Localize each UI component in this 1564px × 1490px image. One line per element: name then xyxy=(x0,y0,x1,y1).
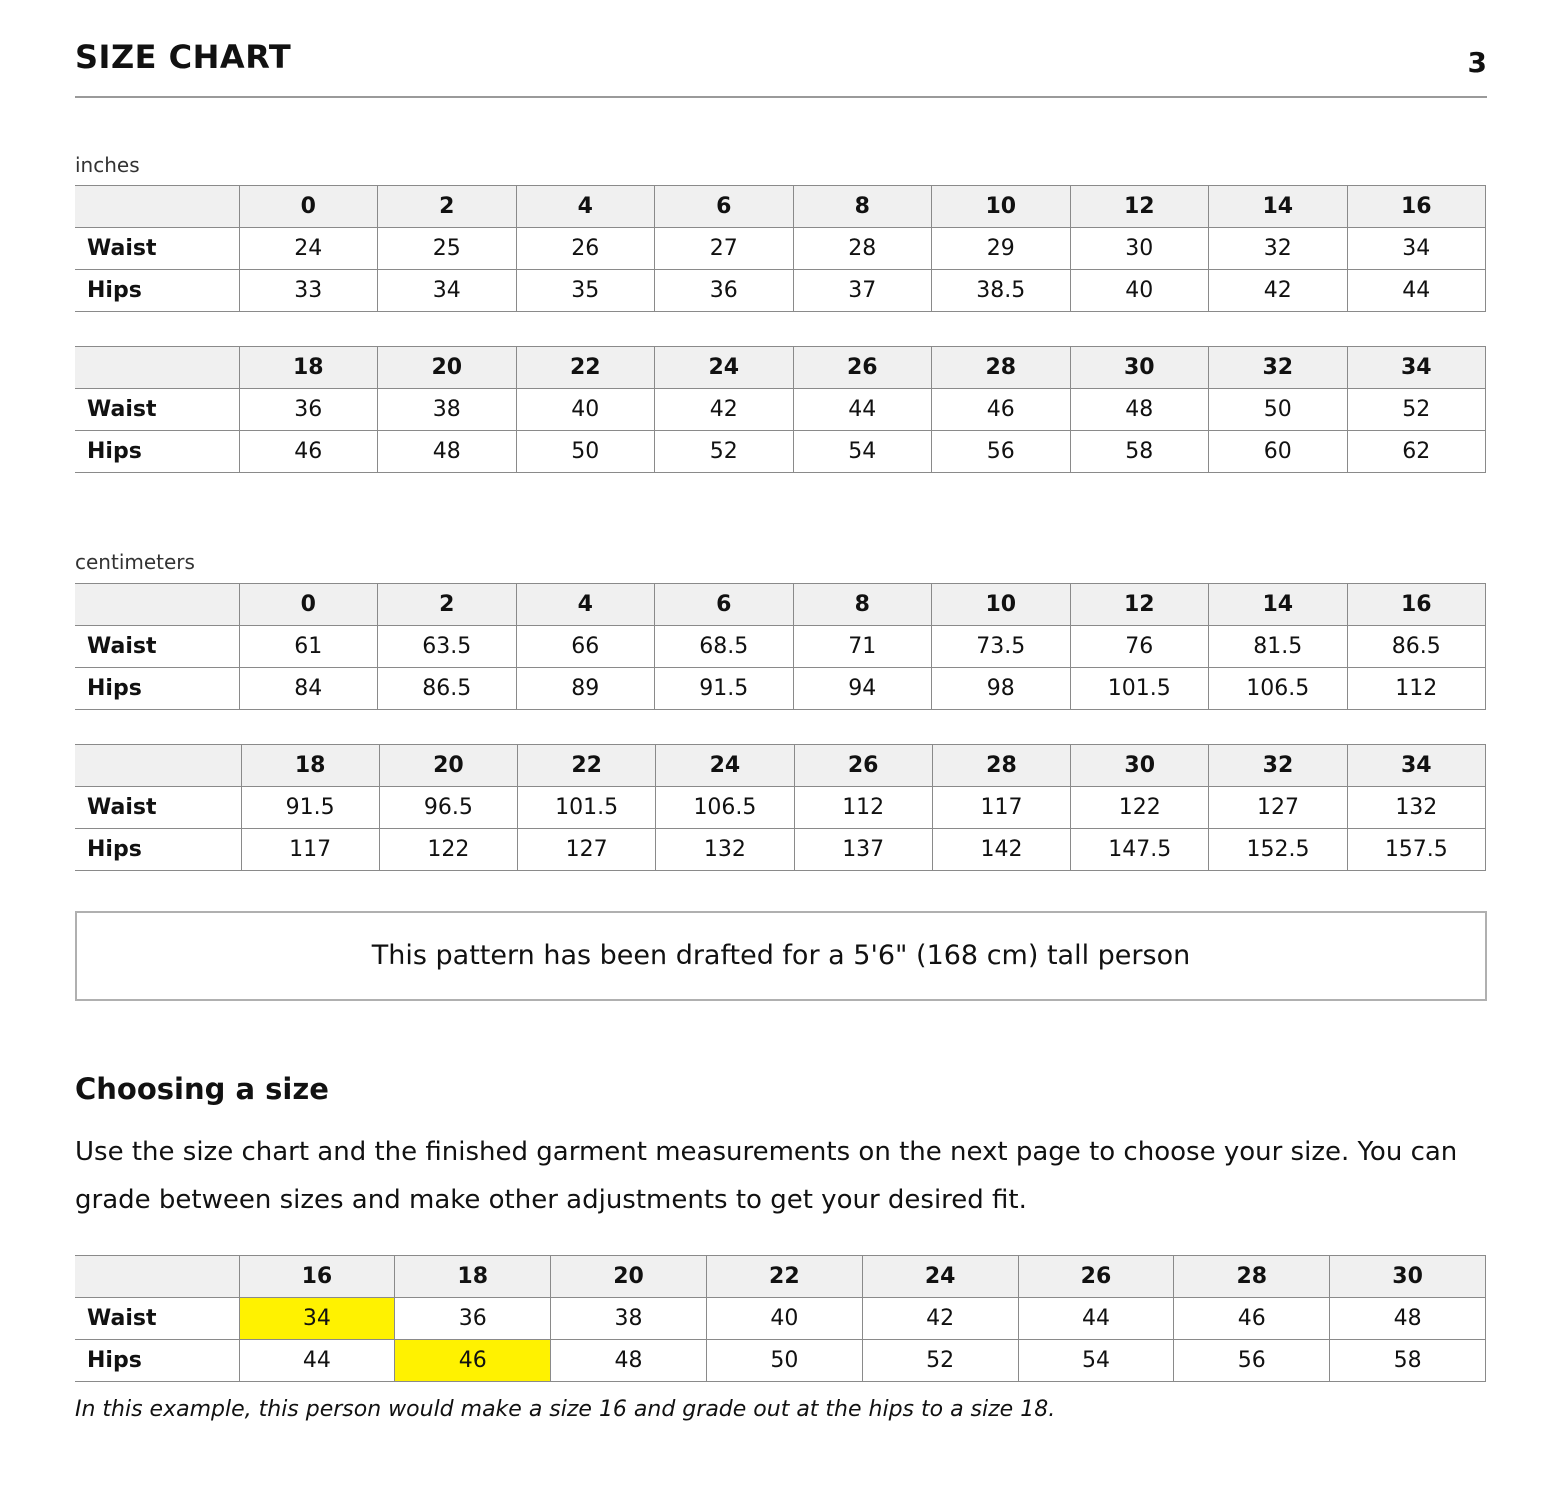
row-label: Waist xyxy=(75,787,241,829)
size-header: 20 xyxy=(378,347,517,389)
measurement-cell: 127 xyxy=(1209,787,1347,829)
measurement-cell: 84 xyxy=(239,668,378,710)
measurement-cell: 89 xyxy=(516,668,655,710)
size-header: 16 xyxy=(1347,584,1486,626)
size-header: 26 xyxy=(793,347,932,389)
measurement-cell: 44 xyxy=(793,389,932,431)
measurement-cell: 46 xyxy=(1174,1298,1330,1340)
waist-row xyxy=(75,228,1486,270)
size-header: 34 xyxy=(1347,347,1486,389)
measurement-cell: 106.5 xyxy=(656,787,794,829)
measurement-cell: 44 xyxy=(1018,1298,1174,1340)
measurement-cell: 48 xyxy=(1070,389,1209,431)
size-header: 18 xyxy=(395,1256,551,1298)
corner-cell xyxy=(75,745,241,787)
measurement-cell: 117 xyxy=(932,787,1070,829)
measurement-cell: 38 xyxy=(551,1298,707,1340)
measurement-cell: 44 xyxy=(239,1340,395,1382)
size-header: 30 xyxy=(1330,1256,1486,1298)
row-label: Hips xyxy=(75,829,241,871)
size-header: 12 xyxy=(1070,186,1209,228)
measurement-cell: 50 xyxy=(516,431,655,473)
measurement-cell: 27 xyxy=(655,228,794,270)
measurement-cell: 26 xyxy=(516,228,655,270)
size-header: 28 xyxy=(1174,1256,1330,1298)
measurement-cell: 33 xyxy=(239,270,378,312)
measurement-cell: 91.5 xyxy=(241,787,379,829)
size-header: 6 xyxy=(655,584,794,626)
size-header: 16 xyxy=(1347,186,1486,228)
inches-size-table-1 xyxy=(75,185,1486,312)
measurement-cell: 37 xyxy=(793,270,932,312)
measurement-cell: 91.5 xyxy=(655,668,794,710)
measurement-cell: 42 xyxy=(1209,270,1348,312)
measurement-cell: 38 xyxy=(378,389,517,431)
measurement-cell: 94 xyxy=(793,668,932,710)
corner-cell xyxy=(75,186,239,228)
inches-label: inches xyxy=(75,153,140,177)
measurement-cell: 66 xyxy=(516,626,655,668)
measurement-cell: 112 xyxy=(794,787,932,829)
measurement-cell: 54 xyxy=(793,431,932,473)
size-header: 6 xyxy=(655,186,794,228)
centimeters-label: centimeters xyxy=(75,550,195,574)
size-header: 12 xyxy=(1070,584,1209,626)
measurement-cell: 132 xyxy=(1347,787,1485,829)
measurement-cell: 46 xyxy=(239,431,378,473)
measurement-cell: 112 xyxy=(1347,668,1486,710)
measurement-cell: 101.5 xyxy=(518,787,656,829)
measurement-cell: 52 xyxy=(862,1340,1018,1382)
measurement-cell: 71 xyxy=(793,626,932,668)
size-header: 2 xyxy=(378,186,517,228)
measurement-cell: 106.5 xyxy=(1209,668,1348,710)
page-number: 3 xyxy=(1467,46,1487,79)
measurement-cell: 25 xyxy=(378,228,517,270)
measurement-cell: 40 xyxy=(706,1298,862,1340)
height-note-box xyxy=(75,911,1487,1001)
measurement-cell: 52 xyxy=(655,431,794,473)
measurement-cell: 34 xyxy=(378,270,517,312)
measurement-cell: 42 xyxy=(655,389,794,431)
example-caption: In this example, this person would make a size 16 and grade out at the hips to a size 18. xyxy=(75,1397,1056,1422)
size-header: 30 xyxy=(1070,347,1209,389)
measurement-cell: 81.5 xyxy=(1209,626,1348,668)
measurement-cell: 29 xyxy=(932,228,1071,270)
page-title: SIZE CHART xyxy=(75,38,292,76)
corner-cell xyxy=(75,1256,239,1298)
measurement-cell: 147.5 xyxy=(1071,829,1209,871)
size-header: 14 xyxy=(1209,584,1348,626)
hips-row xyxy=(75,431,1486,473)
measurement-cell: 48 xyxy=(1330,1298,1486,1340)
row-label: Waist xyxy=(75,228,239,270)
measurement-cell: 101.5 xyxy=(1070,668,1209,710)
measurement-cell: 54 xyxy=(1018,1340,1174,1382)
hips-row xyxy=(75,270,1486,312)
measurement-cell: 52 xyxy=(1347,389,1486,431)
measurement-cell: 152.5 xyxy=(1209,829,1347,871)
size-header-row xyxy=(75,186,1486,228)
measurement-cell: 157.5 xyxy=(1347,829,1485,871)
centimeters-size-table-2 xyxy=(75,744,1486,871)
inches-size-table-2 xyxy=(75,346,1486,473)
measurement-cell: 50 xyxy=(1209,389,1348,431)
row-label: Waist xyxy=(75,389,239,431)
measurement-cell: 76 xyxy=(1070,626,1209,668)
row-label: Waist xyxy=(75,626,239,668)
size-header: 30 xyxy=(1071,745,1209,787)
size-header: 8 xyxy=(793,186,932,228)
choosing-size-paragraph: Use the size chart and the finished garment measurements on the next page to choose your size. You can grade between sizes and make other adjustments to get your desired fit. xyxy=(75,1137,1458,1215)
row-label: Hips xyxy=(75,668,239,710)
measurement-cell: 36 xyxy=(239,389,378,431)
measurement-cell: 68.5 xyxy=(655,626,794,668)
measurement-cell: 36 xyxy=(395,1298,551,1340)
row-label: Hips xyxy=(75,270,239,312)
size-header: 32 xyxy=(1209,347,1348,389)
measurement-cell: 62 xyxy=(1347,431,1486,473)
measurement-cell: 63.5 xyxy=(378,626,517,668)
corner-cell xyxy=(75,347,239,389)
measurement-cell: 56 xyxy=(1174,1340,1330,1382)
size-header: 10 xyxy=(932,584,1071,626)
measurement-cell: 32 xyxy=(1209,228,1348,270)
measurement-cell: 30 xyxy=(1070,228,1209,270)
size-header: 0 xyxy=(239,186,378,228)
size-header: 16 xyxy=(239,1256,395,1298)
measurement-cell: 50 xyxy=(706,1340,862,1382)
measurement-cell: 61 xyxy=(239,626,378,668)
measurement-cell: 36 xyxy=(655,270,794,312)
corner-cell xyxy=(75,584,239,626)
example-size-table xyxy=(75,1255,1486,1382)
size-header: 0 xyxy=(239,584,378,626)
centimeters-size-table-1 xyxy=(75,583,1486,710)
waist-row xyxy=(75,1298,1486,1340)
measurement-cell: 122 xyxy=(1071,787,1209,829)
size-header: 18 xyxy=(239,347,378,389)
size-header: 28 xyxy=(932,347,1071,389)
hips-row xyxy=(75,829,1486,871)
size-header: 14 xyxy=(1209,186,1348,228)
measurement-cell: 28 xyxy=(793,228,932,270)
size-header: 2 xyxy=(378,584,517,626)
highlighted-measurement-cell: 34 xyxy=(239,1298,395,1340)
row-label: Hips xyxy=(75,431,239,473)
measurement-cell: 40 xyxy=(516,389,655,431)
size-header: 4 xyxy=(516,584,655,626)
measurement-cell: 48 xyxy=(551,1340,707,1382)
size-header: 28 xyxy=(932,745,1070,787)
measurement-cell: 142 xyxy=(932,829,1070,871)
measurement-cell: 60 xyxy=(1209,431,1348,473)
highlighted-measurement-cell: 46 xyxy=(395,1340,551,1382)
size-header: 10 xyxy=(932,186,1071,228)
size-header: 8 xyxy=(793,584,932,626)
measurement-cell: 73.5 xyxy=(932,626,1071,668)
size-header: 26 xyxy=(1018,1256,1174,1298)
measurement-cell: 56 xyxy=(932,431,1071,473)
measurement-cell: 122 xyxy=(379,829,517,871)
measurement-cell: 96.5 xyxy=(379,787,517,829)
measurement-cell: 117 xyxy=(241,829,379,871)
measurement-cell: 35 xyxy=(516,270,655,312)
hips-row xyxy=(75,1340,1486,1382)
measurement-cell: 86.5 xyxy=(378,668,517,710)
height-note-text: This pattern has been drafted for a 5'6" (168 cm) tall person xyxy=(371,940,1191,971)
waist-row xyxy=(75,787,1486,829)
size-header: 20 xyxy=(551,1256,707,1298)
waist-row xyxy=(75,626,1486,668)
row-label: Waist xyxy=(75,1298,239,1340)
size-header-row xyxy=(75,347,1486,389)
size-header-row xyxy=(75,745,1486,787)
size-header: 32 xyxy=(1209,745,1347,787)
measurement-cell: 86.5 xyxy=(1347,626,1486,668)
measurement-cell: 44 xyxy=(1347,270,1486,312)
page-header xyxy=(75,38,1487,98)
measurement-cell: 38.5 xyxy=(932,270,1071,312)
measurement-cell: 137 xyxy=(794,829,932,871)
size-header: 4 xyxy=(516,186,655,228)
measurement-cell: 42 xyxy=(862,1298,1018,1340)
size-header-row xyxy=(75,584,1486,626)
measurement-cell: 98 xyxy=(932,668,1071,710)
size-header: 22 xyxy=(518,745,656,787)
size-header-row xyxy=(75,1256,1486,1298)
size-header: 24 xyxy=(656,745,794,787)
waist-row xyxy=(75,389,1486,431)
measurement-cell: 34 xyxy=(1347,228,1486,270)
choosing-size-heading: Choosing a size xyxy=(75,1072,329,1106)
measurement-cell: 132 xyxy=(656,829,794,871)
size-header: 24 xyxy=(862,1256,1018,1298)
measurement-cell: 58 xyxy=(1070,431,1209,473)
hips-row xyxy=(75,668,1486,710)
measurement-cell: 46 xyxy=(932,389,1071,431)
size-header: 34 xyxy=(1347,745,1485,787)
measurement-cell: 58 xyxy=(1330,1340,1486,1382)
measurement-cell: 127 xyxy=(518,829,656,871)
size-header: 22 xyxy=(516,347,655,389)
row-label: Hips xyxy=(75,1340,239,1382)
measurement-cell: 48 xyxy=(378,431,517,473)
size-header: 26 xyxy=(794,745,932,787)
size-header: 24 xyxy=(655,347,794,389)
size-header: 20 xyxy=(379,745,517,787)
size-header: 18 xyxy=(241,745,379,787)
measurement-cell: 24 xyxy=(239,228,378,270)
measurement-cell: 40 xyxy=(1070,270,1209,312)
size-header: 22 xyxy=(706,1256,862,1298)
